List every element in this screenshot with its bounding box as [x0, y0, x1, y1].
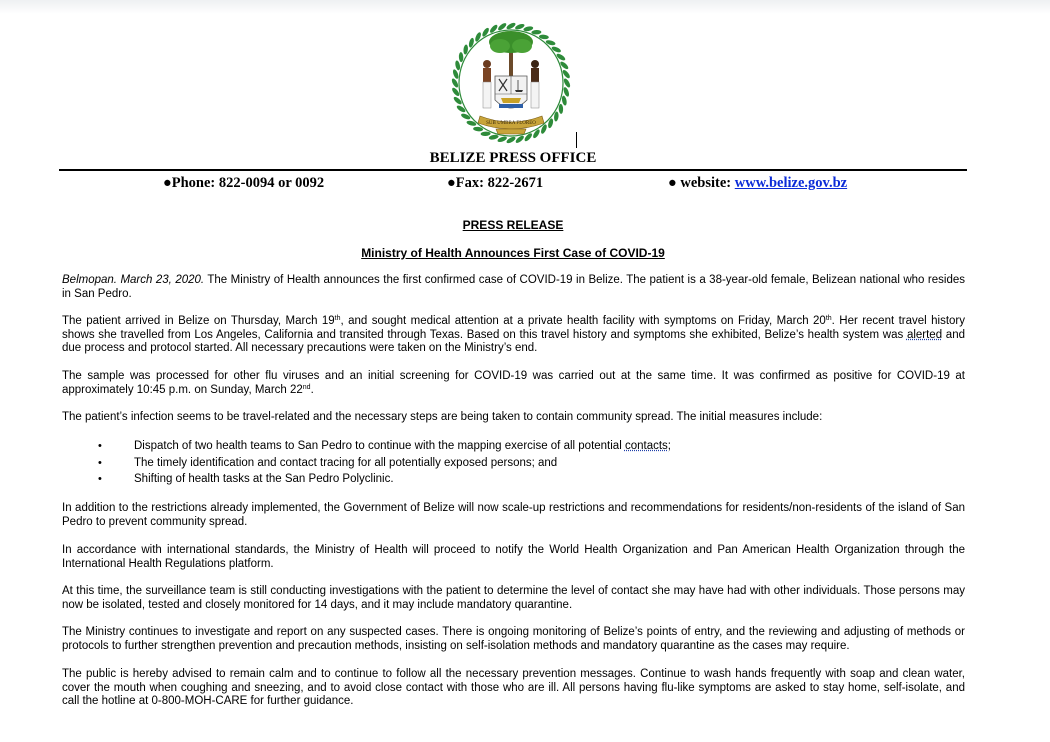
wreath-leaf: [563, 78, 572, 89]
p2-part-b: , and sought medical attention at a private health facility with symptoms on Friday, March 20: [340, 315, 826, 327]
paragraph-8: The Ministry continues to investigate and report on any suspected cases. There is ongoing monitoring of Belize’s points of entry, and the reviewing and adjusting of methods or protocols to further strengthen prevention and precaution methods, insisting on self-isolation methods and mandatory quarantine as the cases may require.: [62, 626, 965, 652]
text-cursor: [576, 132, 577, 148]
paragraph-9: The public is hereby advised to remain calm and to continue to follow all the necessary prevention messages. Continue to wash hands frequently with soap and clean water, cover the mouth when coughing and sneezing, and to avoid close contact with those who are ill. All persons having flu-like symptoms are asked to stay home, self-isolate, and call the hotline at 0-800-MOH-CARE for further guidance.: [62, 668, 965, 708]
bullet-icon: •: [98, 440, 102, 452]
grammar-flagged-word[interactable]: contacts;: [624, 440, 671, 452]
wreath-leaf: [459, 52, 464, 62]
page-top-shade: [0, 0, 1050, 14]
paragraph-3: [62, 370, 965, 397]
wreath-leaf: [480, 131, 490, 136]
list-item-text: Shifting of health tasks at the San Pedro Polyclinic.: [134, 473, 394, 485]
p2-part-a: The patient arrived in Belize on Thursday, March 19: [62, 315, 335, 327]
list-item-text: The timely identification and contact tracing for all potentially exposed persons; and: [134, 457, 558, 469]
press-release-label: PRESS RELEASE: [462, 218, 564, 232]
list-item-text-a: Dispatch of two health teams to San Pedro to continue with the mapping exercise of all potential: [134, 440, 625, 452]
header-divider: [59, 169, 967, 171]
wreath-leaf: [561, 95, 567, 106]
paragraph-1: [62, 274, 965, 301]
bullet-icon: •: [98, 473, 102, 485]
p3-part-b: .: [310, 383, 314, 396]
p2-part-c: . Her recent travel history shows she travelled from Los Angeles, California and transited through Texas. Based on this travel history and symptoms she exhibited, Belize’s health system was: [62, 315, 965, 341]
list-item-text: [134, 440, 671, 452]
phone-info: ●Phone: 822-0094 or 0092: [163, 175, 325, 191]
p2-sup-2: th: [825, 315, 832, 322]
bullet-icon: •: [98, 457, 102, 469]
paragraph-5: In addition to the restrictions already implemented, the Government of Belize will now scale-up restrictions and recommendations for residents/non-residents of the island of San Pedro to prevent community spread.: [62, 502, 965, 528]
wreath-leaf: [506, 22, 517, 31]
dateline: Belmopan. March 23, 2020.: [62, 274, 205, 286]
paragraph-6: In accordance with international standards, the Ministry of Health will proceed to notify the World Health Organization and Pan American Health Organization through the International Health Regulations platform.: [62, 544, 965, 570]
belize-coat-of-arms-icon: [446, 20, 576, 146]
website-label: ● website:: [668, 175, 735, 191]
paragraph-2: [62, 315, 965, 356]
wreath-leaf: [488, 134, 499, 140]
p2-sup-1: th: [334, 315, 341, 322]
paragraph-7: At this time, the surveillance team is still conducting investigations with the patient to determine the level of contact she may have had with other individuals. Those persons may now be isolated, tested and closely monitored for 14 days, and it may include mandatory quarantine.: [62, 585, 965, 611]
wreath-leaf: [531, 30, 541, 35]
office-name: BELIZE PRESS OFFICE: [429, 150, 597, 166]
p2-part-d: and due process and protocol started. All necessary precautions were taken on the Ministry’s end.: [62, 328, 965, 355]
wreath-leaf: [474, 31, 482, 42]
p3-part-a: The sample was processed for other flu viruses and an initial screening for COVID-19 was carried out at the same time. It was confirmed as positive for COVID-19 at approximately 10:45 p.m. on Sunday, March 22: [62, 370, 965, 396]
fax-info: ●Fax: 822-2671: [447, 175, 544, 191]
wreath-leaf: [540, 124, 548, 135]
wreath-leaf: [506, 136, 517, 145]
website-info: [668, 175, 847, 192]
paragraph-1-text: The Ministry of Health announces the first confirmed case of COVID-19 in Belize. The patient is a 38-year-old female, Belizean national who resides in San Pedro.: [62, 274, 965, 300]
wreath-leaf: [451, 78, 460, 89]
wreath-leaf: [558, 104, 563, 114]
crest-motto: SUB UMBRA FLOREO: [486, 121, 536, 126]
wreath-leaf: [523, 26, 534, 32]
wreath-leaf: [551, 45, 562, 53]
paragraph-4: The patient’s infection seems to be travel-related and the necessary steps are being taken to contain community spread. The initial measures include:: [62, 411, 823, 423]
wreath-leaf: [455, 60, 461, 71]
website-link[interactable]: www.belize.gov.bz: [734, 175, 848, 191]
grammar-flagged-word[interactable]: alerted: [906, 328, 943, 341]
p3-sup: nd: [302, 383, 311, 391]
wreath-leaf: [460, 112, 471, 120]
release-title: Ministry of Health Announces First Case of COVID-19: [361, 246, 665, 260]
